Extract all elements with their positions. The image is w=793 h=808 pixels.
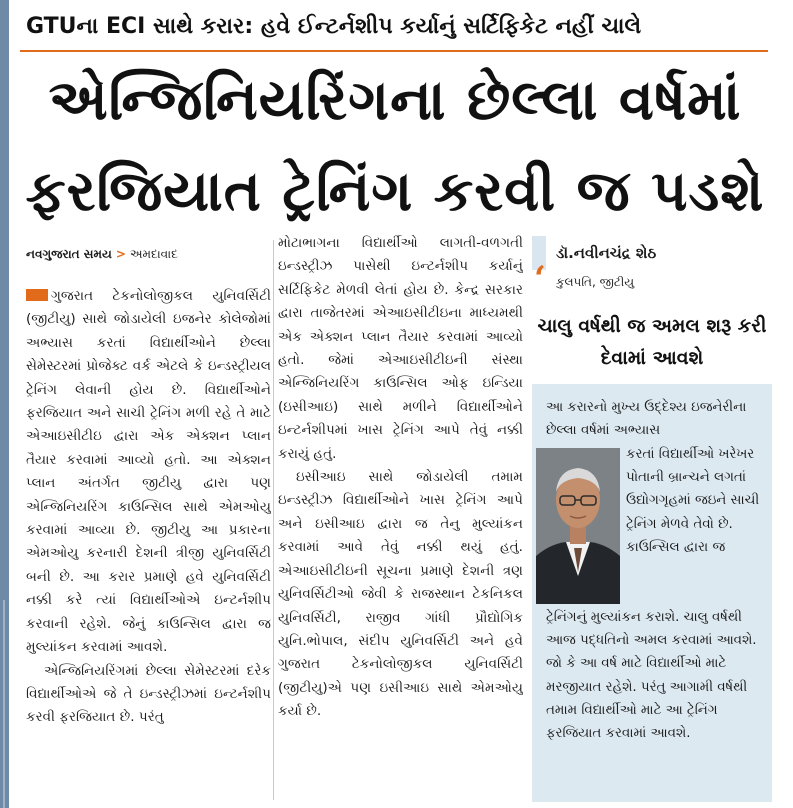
kicker-headline: GTUના ECI સાથે કરાર: હવે ઈન્ટર્નશીપ કર્યાનું સર્ટિફિકેટ નહીં ચાલે: [26, 14, 642, 39]
page-edge-rule-lower: [3, 600, 5, 808]
byline: [26, 243, 266, 265]
article-column-2: [278, 232, 523, 803]
byline-separator: >: [115, 247, 126, 261]
quote-person-role: કુલપતિ, જીટીયુ: [556, 275, 635, 289]
kicker-underline: [20, 50, 768, 52]
article-column-1: [26, 285, 271, 803]
quote-person-name: ડૉ.નવીનચંદ્ર શેઠ: [556, 244, 657, 262]
article-paragraph: મોટાભાગના વિદ્યાર્થીઓ લાગતી-વળગતી ઇન્ડસ્ટ્રીઝ પાસેથી ઇન્ટર્નશીપ કર્યાનું સર્ટિફિકેટ મેળવી લેતાં હોય છે. કેન્દ્ર સરકાર દ્વારા તાજેતરમાં એઆઇસીટીઇના માધ્યમથી એક એક્શન પ્લાન તૈયાર કરવામાં આવ્યો હતો. જેમાં એઆઇસીટીઇની સંસ્થા એન્જિનિયરિંગ કાઉન્સિલ ઓફ ઇન્ડિયા (ઇસીઆઇ) સાથે મળીને વિદ્યાર્થીઓને ઇન્ટર્નશીપમાં ખાસ ટ્રેનિંગ આપે તેવું નક્કી કરાયું હતું.: [278, 235, 523, 462]
article-paragraph: એન્જિનિયરિંગમાં છેલ્લા સેમેસ્ટરમાં દરેક વિદ્યાર્થીઓએ જે તે ઇન્ડસ્ટ્રીઝમાં ઇન્ટર્નશીપ કરવી ફરજિયાત છે. પરંતુ: [26, 662, 271, 726]
byline-city: અમદાવાદ: [129, 247, 178, 261]
headline-line-1: એન્જિનિયરિંગના છેલ્લા વર્ષમાં: [48, 68, 742, 133]
column-divider: [273, 240, 274, 800]
sidebar-subheadline: ચાલુ વર્ષથી જ અમલ શરૂ કરી દેવામાં આવશે: [537, 315, 767, 369]
headline-line-2: ફરજિયાત ટ્રેનિંગ કરવી જ પડશે: [25, 159, 765, 224]
paragraph-text: ગુજરાત ટેકનોલોજીકલ યુનિવર્સિટી (જીટીયુ) સાથે જોડાયેલી ઇજનેર કોલેજોમાં અભ્યાસ કરતાં વિદ્યાર્થીઓને છેલ્લા સેમેસ્ટરમાં પ્રોજેક્ટ વર્ક એટલે કે ઇન્ડસ્ટ્રીયલ ટ્રેનિંગ લેવાની હોય છે. વિદ્યાર્થીઓને ફરજિયાત અને સાચી ટ્રેનિંગ મળી રહે તે માટે એઆઇસીટીઇ દ્વારા એક એક્શન પ્લાન તૈયાર કરવામાં આવ્યો હતો. આ એક્શન પ્લાન અંતર્ગત જીટીયુ દ્વારા પણ એન્જિનિયરિંગ કાઉન્સિલ સાથે એમઓયુ કરવામાં આવ્યા છે. જીટીયુ આ પ્રકારના એમઓયુ કરનારી દેશની ત્રીજી યુનિવર્સિટી બની છે. આ કરાર પ્રમાણે હવે યુનિવર્સિટી નક્કી કરે ત્યાં વિદ્યાર્થીઓએ ઇન્ટર્નશીપ કરવાની રહેશે. જેનું કાઉન્સિલ દ્વારા જ મુલ્યાંકન કરવામાં આવશે.: [26, 288, 271, 656]
quote-mark-icon: ‘: [534, 259, 546, 299]
lead-marker: [26, 289, 48, 301]
article-paragraph: [26, 285, 271, 660]
quote-text-side: કરતાં વિદ્યાર્થીઓ ખરેખર પોતાની બ્રાન્ચને લગતાં ઉદ્યોગગૃહમાં જઇને સાચી ટ્રેનિંગ મેળવે તેવો છે. કાઉન્સિલ દ્વારા જ: [626, 447, 760, 555]
article-paragraph: ઇસીઆઇ સાથે જોડાયેલી તમામ ઇન્ડસ્ટ્રીઝ વિદ્યાર્થીઓને ખાસ ટ્રેનિંગ આપે અને ઇસીઆઇ દ્વારા જ તેનુ મુલ્યાંકન કરવામાં આવે તેવું નક્કી થયું હતું. એઆઇસીટીઇની સૂચના પ્રમાણે દેશની ત્રણ યુનિવર્સિટીઓ જેવી કે રાજસ્થાન ટેકનિકલ યુનિવર્સિટી, રાજીવ ગાંધી પ્રૌદ્યોગિક યુનિ.ભોપાલ, સંદીપ યુનિવર્સિટી અને હવે ગુજરાત ટેકનોલોજીકલ યુનિવર્સિટી (જીટીયુ)એ પણ ઇસીઆઇ સાથે એમઓયુ કર્યા છે.: [278, 469, 523, 720]
quote-text-top: આ કરારનો મુખ્ય ઉદ્દેશ્ય ઇજનેરીના છેલ્લા વર્ષમાં અભ્યાસ: [546, 400, 747, 439]
portrait-illustration: [536, 448, 620, 604]
portrait-photo: [536, 448, 620, 604]
quote-text-bottom: ટ્રેનિંગનું મુલ્યાંકન કરાશે. ચાલુ વર્ષથી આજ પદ્ધતિનો અમલ કરવામાં આવશે. જો કે આ વર્ષ માટે વિદ્યાર્થીઓ માટે મરજીયાત રહેશે. પરંતુ આગામી વર્ષથી તમામ વિદ્યાર્થીઓ માટે આ ટ્રેનિંગ ફરજિયાત કરવામાં આવશે.: [546, 610, 757, 742]
byline-paper: નવગુજરાત સમય: [26, 247, 112, 261]
